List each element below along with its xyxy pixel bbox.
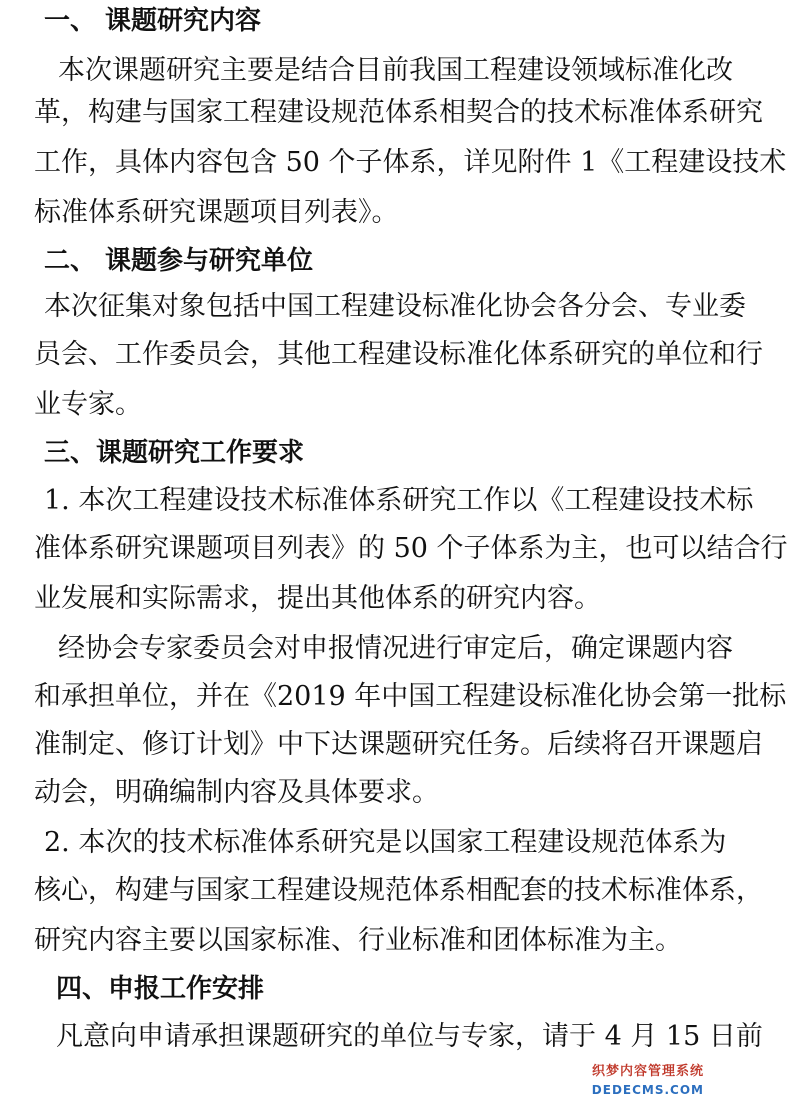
paragraph-line: 2. 本次的技术标准体系研究是以国家工程建设规范体系为 [44, 827, 727, 858]
section-heading-1: 一、 课题研究内容 [44, 6, 262, 36]
paragraph-line: 经协会专家委员会对申报情况进行审定后，确定课题内容 [58, 633, 733, 664]
section-heading-3: 三、课题研究工作要求 [44, 438, 305, 468]
paragraph-line: 1. 本次工程建设技术标准体系研究工作以《工程建设技术标 [44, 485, 754, 516]
paragraph-line: 工作，具体内容包含 50 个子体系，详见附件 1《工程建设技术 [34, 147, 787, 178]
watermark-text-cn: 织梦内容管理系统 [591, 1064, 704, 1079]
watermark-text-en: DEDECMS.COM [591, 1083, 704, 1097]
paragraph-line: 革，构建与国家工程建设规范体系相契合的技术标准体系研究 [34, 97, 763, 128]
section-heading-2: 二、 课题参与研究单位 [44, 246, 314, 276]
paragraph-line: 动会，明确编制内容及具体要求。 [34, 777, 439, 808]
paragraph-line: 员会、工作委员会，其他工程建设标准化体系研究的单位和行 [34, 339, 763, 370]
paragraph-line: 和承担单位，并在《2019 年中国工程建设标准化协会第一批标 [34, 681, 787, 712]
paragraph-line: 核心，构建与国家工程建设规范体系相配套的技术标准体系， [34, 875, 763, 906]
watermark-logo [586, 1062, 704, 1102]
paragraph-line: 业专家。 [34, 389, 142, 420]
paragraph-line: 本次征集对象包括中国工程建设标准化协会各分会、专业委 [44, 291, 746, 322]
paragraph-line: 凡意向申请承担课题研究的单位与专家，请于 4 月 15 日前 [56, 1021, 763, 1052]
paragraph-line: 准制定、修订计划》中下达课题研究任务。后续将召开课题启 [34, 729, 763, 760]
paragraph-line: 业发展和实际需求，提出其他体系的研究内容。 [34, 583, 601, 614]
paragraph-line: 准体系研究课题项目列表》的 50 个子体系为主，也可以结合行 [34, 533, 788, 564]
paragraph-line: 本次课题研究主要是结合目前我国工程建设领域标准化改 [58, 55, 733, 86]
paragraph-line: 标准体系研究课题项目列表》。 [34, 197, 399, 228]
paragraph-line: 研究内容主要以国家标准、行业标准和团体标准为主。 [34, 925, 682, 956]
section-heading-4: 四、申报工作安排 [56, 974, 265, 1004]
